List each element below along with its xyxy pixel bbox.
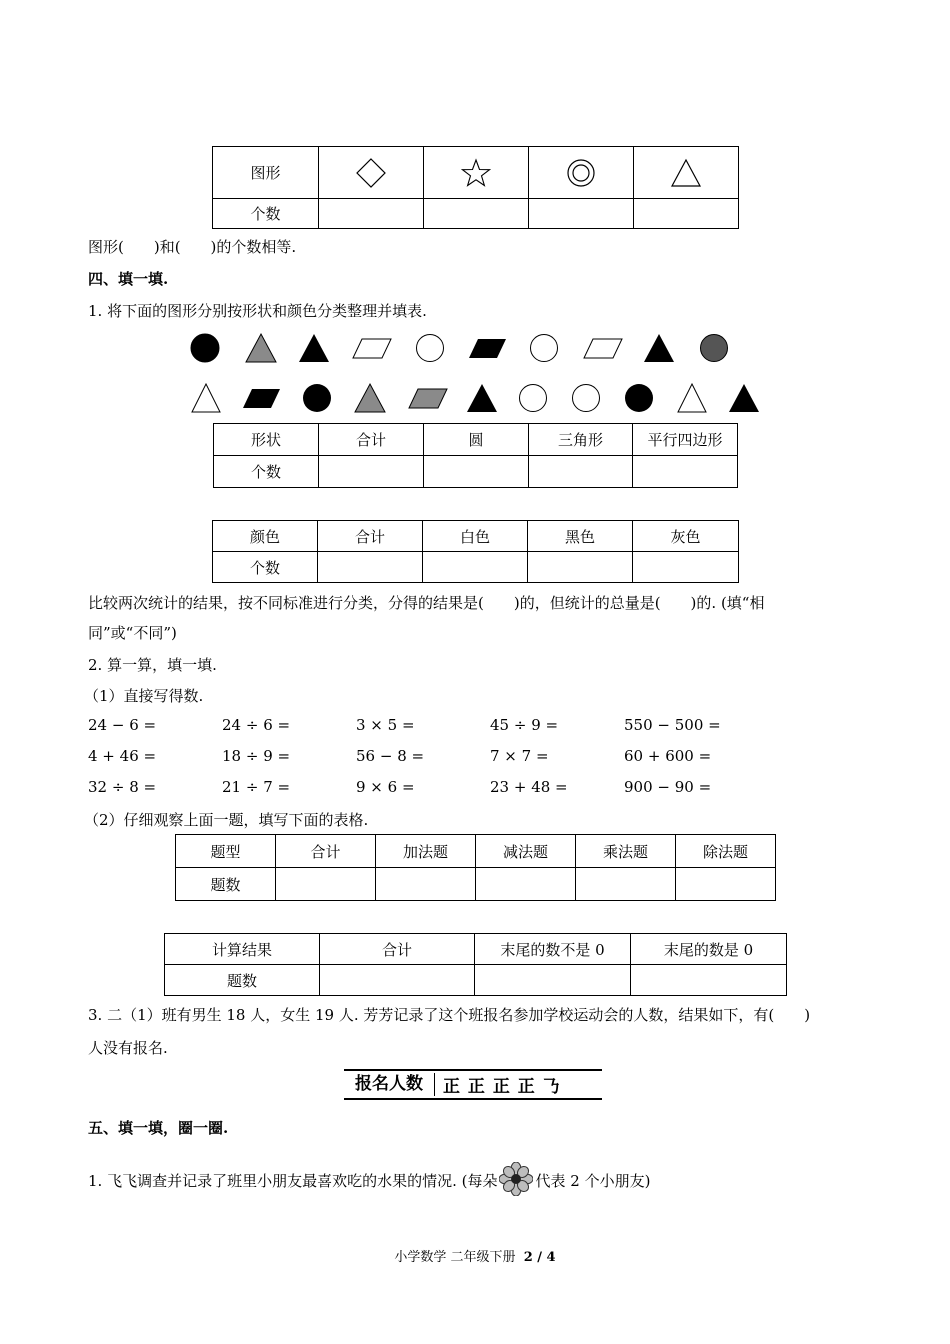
answer-cell[interactable] [320,965,475,996]
answer-cell[interactable] [476,868,576,901]
row-label: 个数 [214,456,319,488]
answer-cell[interactable] [676,868,776,901]
question-2-text: 2. 算一算，填一填. [88,656,217,674]
answer-cell[interactable] [529,456,633,488]
header-cell: 末尾的数不是 0 [475,934,631,965]
header-cell: 平行四边形 [633,424,738,456]
answer-cell[interactable] [475,965,631,996]
parallelogram-black-icon [243,389,280,408]
answer-cell[interactable] [376,868,476,901]
row-label: 题数 [176,868,276,901]
equation: 60 + 600 = [624,747,712,765]
question-5-1-text-end: 代表 2 个小朋友) [535,1172,651,1190]
answer-cell[interactable] [319,456,424,488]
row-label: 题数 [165,965,320,996]
row-label: 图形 [213,147,319,199]
question-3-line-2: 人没有报名. [88,1039,168,1057]
header-cell: 计算结果 [165,934,320,965]
result-table [164,933,787,996]
shapes-row-2 [186,380,766,416]
equation: 4 + 46 = [88,747,157,765]
circle-black-icon [303,384,331,412]
header-cell: 圆 [424,424,529,456]
parallelogram-gray-icon [409,389,447,408]
header-cell: 颜色 [213,521,318,552]
shapes-row-1 [186,330,736,366]
equation: 45 ÷ 9 = [490,716,559,734]
tally-record [344,1069,602,1100]
header-cell: 合计 [318,521,423,552]
header-cell: 乘法题 [576,835,676,868]
header-cell: 减法题 [476,835,576,868]
header-cell: 三角形 [529,424,633,456]
color-classification-table [212,520,739,583]
answer-cell[interactable] [424,456,529,488]
section-5-title: 五、填一填，圈一圈. [88,1119,229,1137]
flower-icon [499,1162,533,1196]
triangle-black-icon [729,384,759,412]
equation: 18 ÷ 9 = [222,747,291,765]
tally-marks: 正 正 正 正 𠄎 [443,1077,561,1097]
equation: 24 ÷ 6 = [222,716,291,734]
double-circle-icon [529,147,634,199]
header-cell: 形状 [214,424,319,456]
question-5-1-text: 1. 飞飞调查并记录了班里小朋友最喜欢吃的水果的情况. (每朵 [88,1172,498,1190]
triangle-gray-icon [246,334,276,362]
circle-white-icon [417,335,444,362]
equation: 56 − 8 = [356,747,425,765]
shape-count-table [212,146,739,229]
answer-cell[interactable] [319,199,424,229]
page-number: 2 / 4 [523,1250,556,1265]
equation: 9 × 6 = [356,778,415,796]
header-cell: 除法题 [676,835,776,868]
answer-cell[interactable] [631,965,787,996]
header-cell: 灰色 [633,521,739,552]
compare-text-line-1: 比较两次统计的结果，按不同标准进行分类，分得的结果是( )的，但统计的总量是( )的. (填“相 [88,594,765,612]
answer-cell[interactable] [634,199,739,229]
parallelogram-black-icon [469,339,506,358]
triangle-white-icon [192,384,220,412]
triangle-black-icon [299,334,329,362]
problem-type-table [175,834,776,901]
answer-cell[interactable] [423,552,528,583]
circle-black-icon [191,334,219,362]
parallelogram-white-icon [353,339,391,358]
circle-white-icon [573,385,600,412]
question-5-1 [88,1162,650,1196]
answer-cell[interactable] [633,552,739,583]
header-cell: 题型 [176,835,276,868]
triangle-white-icon [678,384,706,412]
header-cell: 白色 [423,521,528,552]
answer-cell[interactable] [318,552,423,583]
header-cell: 末尾的数是 0 [631,934,787,965]
diamond-icon [319,147,424,199]
parallelogram-white-icon [584,339,622,358]
circle-gray-icon [701,335,728,362]
answer-cell[interactable] [633,456,738,488]
question-3-line-1: 3. 二（1）班有男生 18 人，女生 19 人. 芳芳记录了这个班报名参加学校运动会的人数，结果如下，有( ) [88,1006,811,1024]
section-4-title: 四、填一填. [88,270,169,288]
answer-cell[interactable] [529,199,634,229]
header-cell: 合计 [320,934,475,965]
question-2-sub-2: （2）仔细观察上面一题，填写下面的表格. [84,811,369,829]
header-cell: 黑色 [528,521,633,552]
answer-cell[interactable] [276,868,376,901]
row-label: 个数 [213,552,318,583]
answer-cell[interactable] [576,868,676,901]
equation: 32 ÷ 8 = [88,778,157,796]
header-cell: 合计 [276,835,376,868]
row-label: 个数 [213,199,319,229]
triangle-black-icon [644,334,674,362]
star-icon [424,147,529,199]
tally-label: 报名人数 [344,1073,435,1096]
header-cell: 加法题 [376,835,476,868]
shape-classification-table [213,423,738,488]
shape-question: 图形( )和( )的个数相等. [88,238,297,256]
page-footer [0,1246,950,1265]
question-2-sub-1: （1）直接写得数. [84,687,204,705]
equation: 24 − 6 = [88,716,157,734]
equation: 3 × 5 = [356,716,415,734]
equation: 900 − 90 = [624,778,712,796]
triangle-black-icon [467,384,497,412]
answer-cell[interactable] [424,199,529,229]
question-1-text: 1. 将下面的图形分别按形状和颜色分类整理并填表. [88,302,427,320]
circle-black-icon [625,384,653,412]
equation: 550 − 500 = [624,716,721,734]
equation: 23 + 48 = [490,778,568,796]
circle-white-icon [520,385,547,412]
triangle-gray-icon [355,384,385,412]
footer-text: 小学数学 二年级下册 [394,1250,516,1265]
header-cell: 合计 [319,424,424,456]
compare-text-line-2: 同”或“不同”) [88,624,177,642]
equation: 21 ÷ 7 = [222,778,291,796]
circle-white-icon [531,335,558,362]
answer-cell[interactable] [528,552,633,583]
equation: 7 × 7 = [490,747,549,765]
triangle-icon [634,147,739,199]
